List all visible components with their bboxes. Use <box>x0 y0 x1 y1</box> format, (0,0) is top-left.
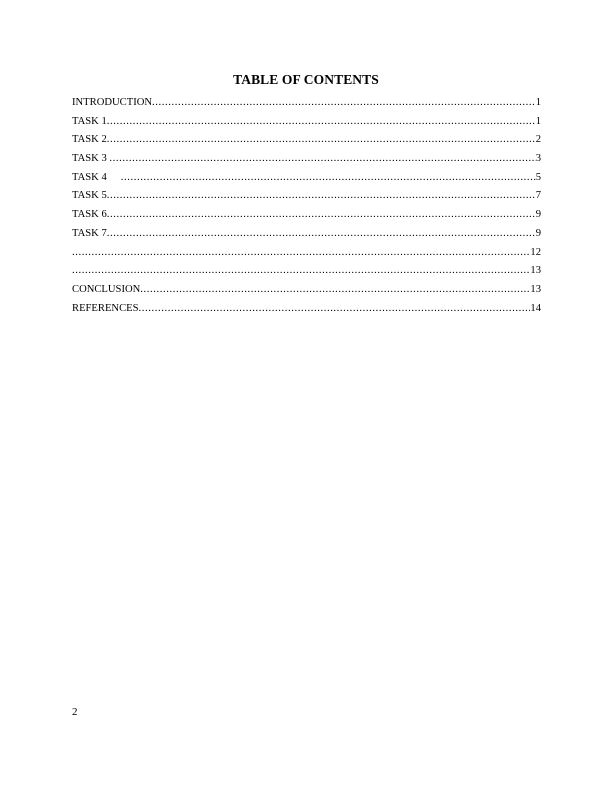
toc-entry-label: TASK 6 <box>72 209 107 221</box>
toc-entry-page: 9 <box>535 227 541 239</box>
toc-entry-label: CONCLUSION <box>72 283 141 295</box>
dot-leader <box>107 189 536 202</box>
toc-entry-page: 1 <box>535 115 541 127</box>
dot-leader <box>107 208 536 221</box>
toc-entry-label: TASK 5 <box>72 190 107 202</box>
toc-entry-page: 3 <box>535 153 541 165</box>
toc-entry-page: 7 <box>535 190 541 202</box>
toc-entry-task-4[interactable] <box>72 171 541 190</box>
dot-leader <box>72 246 530 259</box>
toc-entry-conclusion[interactable] <box>72 283 541 302</box>
toc-entry-label: REFERENCES <box>72 302 139 314</box>
toc-entry-task-3[interactable] <box>72 152 541 171</box>
toc-entry-task-1[interactable] <box>72 115 541 134</box>
toc-list <box>72 96 541 320</box>
toc-entry-label: TASK 2 <box>72 134 107 146</box>
dot-leader <box>109 152 535 165</box>
dot-leader <box>152 96 536 109</box>
dot-leader <box>107 227 536 240</box>
toc-entry-task-6[interactable] <box>72 208 541 227</box>
dot-leader <box>139 302 531 315</box>
dot-leader <box>107 133 536 146</box>
toc-entry-untitled[interactable] <box>72 246 541 265</box>
toc-entry-page: 1 <box>535 97 541 108</box>
toc-entry-task-2[interactable] <box>72 133 541 152</box>
toc-entry-label: TASK 1 <box>72 115 107 127</box>
toc-entry-task-5[interactable] <box>72 189 541 208</box>
toc-entry-untitled[interactable] <box>72 264 541 283</box>
toc-entry-page: 9 <box>535 209 541 221</box>
dot-leader <box>107 115 536 128</box>
toc-entry-page: 13 <box>530 265 541 277</box>
toc-title: TABLE OF CONTENTS <box>233 72 379 87</box>
toc-entry-label: INTRODUCTION <box>72 97 153 108</box>
toc-entry-page: 5 <box>535 171 541 183</box>
dot-leader <box>72 264 530 277</box>
dot-leader <box>121 171 536 184</box>
toc-entry-page: 13 <box>530 283 541 295</box>
toc-entry-label: TASK 4 <box>72 171 107 183</box>
dot-leader <box>140 283 530 296</box>
page-number: 2 <box>72 706 78 718</box>
toc-entry-label: TASK 3 <box>72 153 110 165</box>
toc-entry-introduction[interactable] <box>72 96 541 115</box>
toc-entry-page: 2 <box>535 134 541 146</box>
toc-entry-label: TASK 7 <box>72 227 107 239</box>
toc-entry-task-7[interactable] <box>72 227 541 246</box>
toc-entry-page: 14 <box>530 302 541 314</box>
toc-entry-page: 12 <box>530 246 541 258</box>
toc-entry-references[interactable] <box>72 302 541 321</box>
